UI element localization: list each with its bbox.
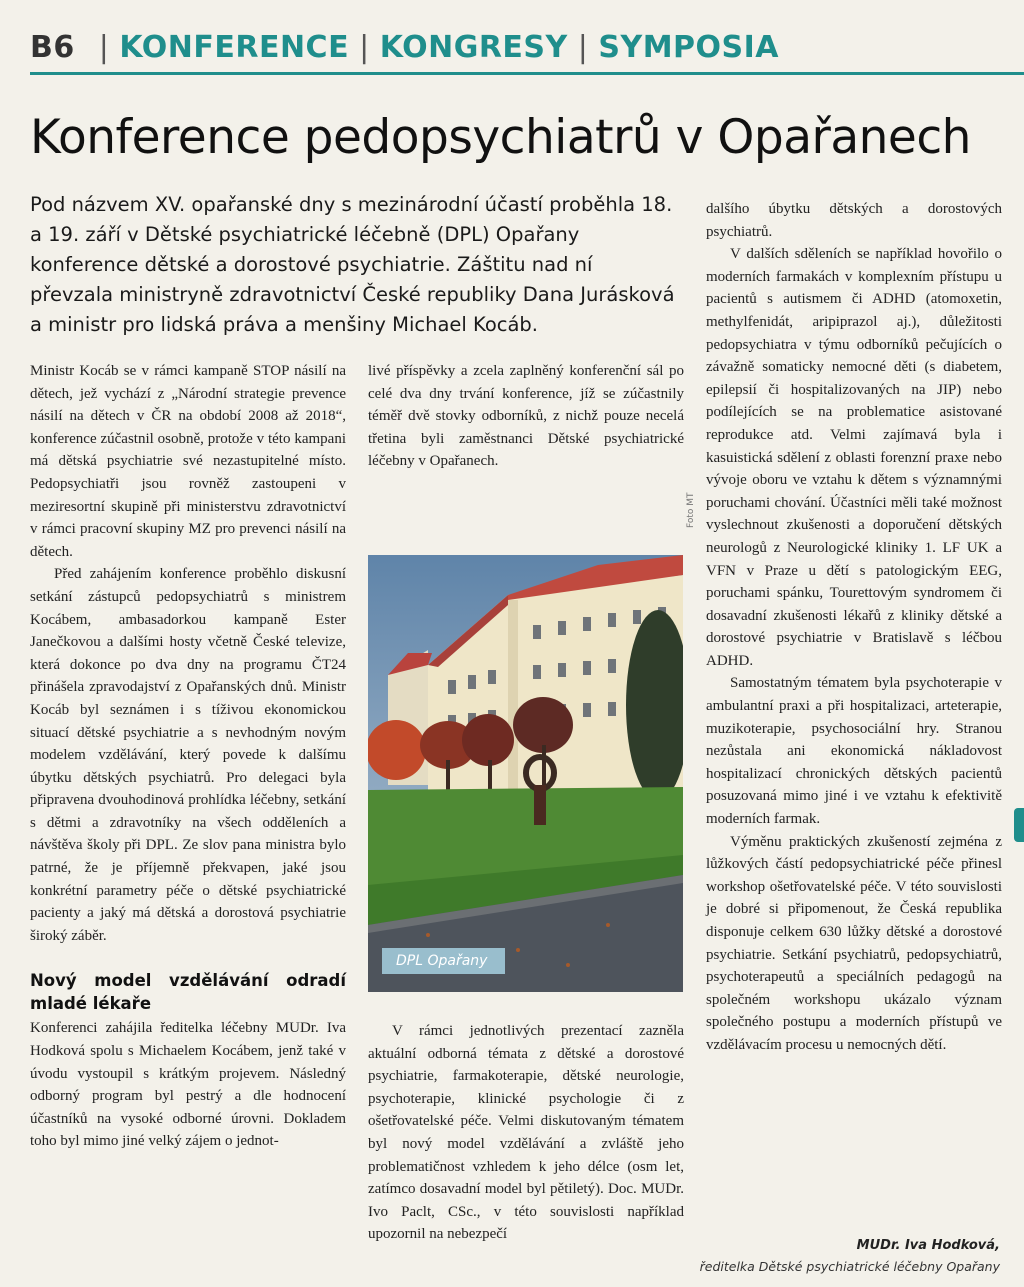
section-symposia: SYMPOSIA [598,29,780,65]
column-3 [706,198,1002,1057]
column-2-bottom [368,1020,684,1246]
section-header [30,22,1024,72]
photo-caption: DPL Opařany [382,948,505,974]
paragraph: dalšího úbytku dětských a dorostových psychiatrů. [706,201,1002,240]
paragraph: Konferenci zahájila ředitelka léčebny MUDr. Iva Hodková spolu s Michaelem Kocábem, jenž také v úvodu vystoupil s krátkým projevem. Následný odborný program byl pestrý a dle hodnocení účastníků na vysoké odborné úrovni. Dokladem toho byl mimo jiné velký zájem o jednot- [30,1020,346,1150]
article-lead: Pod názvem XV. opařanské dny s mezinárodní účastí proběhla 18. a 19. září v Dětské psychiatrické léčebně (DPL) Opařany konference dětské a dorostové psychiatrie. Záštitu nad ní převzala ministryně zdravotnictví České republiky Dana Jurásková a ministr pro lidská práva a menšiny Michael Kocáb. [30,193,675,336]
paragraph: Před zahájením konference proběhlo diskusní setkání zástupců pedopsychiatrů s ministrem Kocábem, ambasadorkou kampaně Ester Janečkovou a dalšími hosty včetně České televize, která dokonce po dva dny na programu ČT24 přinášela zpravodajství z Opařanských dnů. Ministr Kocáb byl seznámen i s tíživou ekonomickou situací dětské psychiatrie a s nevhodným novým modelem vzdělávání, který povede k dalšímu úbytku dětských psychiatrů. Pro delegaci byla připravena dvouhodinová prohlídka léčebny, setkání s dětmi a zdravotníky na všech odděleních a návštěva školy při DPL. Ze slov pana ministra bylo patrné, že je příjemně překvapen, jaké jsou konkrétní parametry péče o dětské psychiatrické pacienty a jaký má dětská a dorostová psychiatrie široký záběr. [30,566,346,944]
subheading: Nový model vzdělávání odradí mladé lékaře [30,971,346,1014]
paragraph: V rámci jednotlivých prezentací zazněla aktuální odborná témata z dětské a dorostové psychiatrie, farmakoterapie, dětské neurologie, psychoterapie, klinické psychologie či z ošetřovatelské péče. Velmi diskutovaným tématem byl nový model vzdělávání a zvláště jeho problematičnost vzhledem k jeho délce (osm let, zatímco dosavadní model byl pětiletý). Doc. MUDr. Ivo Paclt, CSc., v této souvislosti například upozornil na nebezpečí [368,1023,684,1243]
photo-credit: Foto MT [686,492,696,528]
author-role: ředitelka Dětské psychiatrické léčebny Opařany [699,1259,1000,1274]
header-rule [30,72,1024,75]
page-edge-tab [1014,808,1024,842]
building-photo [368,555,683,992]
building-illustration [368,555,683,992]
paragraph: Samostatným tématem byla psychoterapie v ambulantní praxi a při hospitalizaci, arteterapie, muzikoterapie, psychosociální hry. Stranou nezůstala ani ekonomická nákladovost hospitalizací chronických dětských pacientů posuzovaná mimo jiné i ve vztahu k efektivitě moderních farmak. [706,675,1002,828]
article-title: Konference pedopsychiatrů v Opařanech [30,110,971,165]
header-separator: | [98,29,110,65]
section-kongresy: KONGRESY [379,29,568,65]
paragraph: Ministr Kocáb se v rámci kampaně STOP násilí na dětech, jež vychází z „Národní strategie prevence násilí na dětech v ČR na období 2008 až 2018“, konference zúčastnil osobně, protože v této kampani má dětská psychiatrie své nezastupitelné místo. Pedopsychiatři jsou rovněž zastoupeni v meziresortní skupině při ministerstvu zdravotnictví v rámci pracovní skupiny MZ pro prevenci násilí na dětech. [30,363,346,560]
paragraph: V dalších sděleních se například hovořilo o moderních farmakách v komplexním přístupu u pacientů s autismem či ADHD (atomoxetin, methylfenidát, aripiprazol aj.), důležitosti pedopsychiatra v týmu odborníků pečujících o závažně somaticky nemocné děti (s diabetem, epilepsií či hospitalizovaných na JIP) nebo podílejících se na problematice asistované reprodukce atd. Velmi zajímavá byla i kasuistická sdělení z oblasti forenzní praxe nebo vývoje oboru ve vztahu k dětem s významnými poruchami chování. Účastníci měli také možnost vyslechnout zkušenosti a doporučení dětských neurologů z Neurologické kliniky 1. LF UK a VFN v Praze u dětí s patologickým EEG, poruchami spánku, Tourettovým syndromem či dosavadní zkušenosti lékařů z kliniky dětské a dorostové psychiatrie v Bratislavě s léčbou ADHD. [706,246,1002,669]
paragraph: livé příspěvky a zcela zaplněný konferenční sál po celé dva dny trvání konference, jíž se zúčastnily téměř dvě stovky odborníků, z nichž pouze necelá třetina byli zaměstnanci Dětské psychiatrické léčebny v Opařanech. [368,363,684,470]
section-konference: KONFERENCE [119,29,350,65]
author-signature [700,1238,1000,1274]
header-separator: | [359,29,370,65]
paragraph: Výměnu praktických zkušeností zejména z lůžkových částí pedopsychiatrické péče přinesl workshop ošetřovatelské péče. V této souvislosti je dobré si připomenout, že Česká republika disponuje celkem 630 lůžky dětské a dorostové psychiatrie. Setkání psychiatrů, pedopsychiatrů, psychoterapeutů a speciálních pedagogů na společném workshopu ukázalo význam společného postupu a moderních přístupů ve vzdělávacím procesu u nemocných dětí. [706,833,1002,1053]
author-name: MUDr. Iva Hodková, [856,1238,1000,1253]
column-1 [30,360,346,1153]
column-2-top [368,360,684,473]
header-separator: | [577,29,589,65]
page-number: B6 [30,29,75,65]
